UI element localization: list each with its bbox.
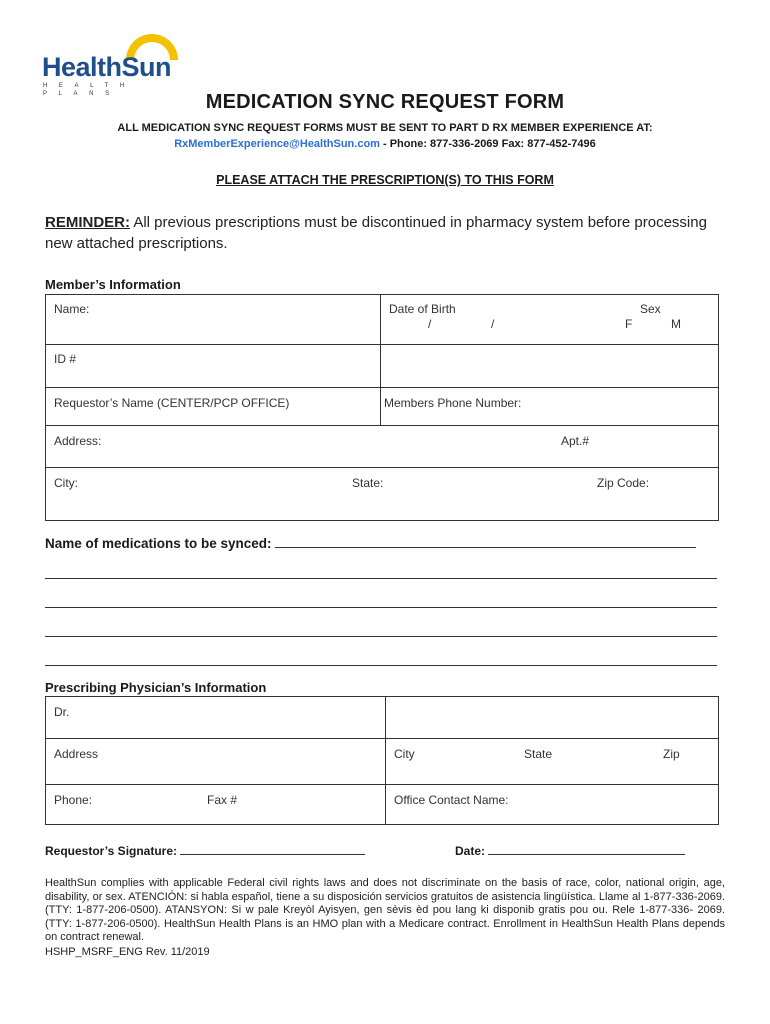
medication-input-line[interactable]	[45, 578, 717, 579]
date-line[interactable]	[488, 854, 685, 855]
sex-label: Sex	[640, 302, 661, 316]
member-id-field[interactable]	[46, 345, 381, 388]
medications-label: Name of medications to be synced:	[45, 536, 696, 551]
medication-input-line[interactable]	[45, 607, 717, 608]
physician-city-label: City	[394, 747, 415, 761]
physician-phone-fax-field[interactable]	[46, 785, 386, 825]
member-name-field[interactable]	[46, 295, 381, 345]
phone-label: Members Phone Number:	[384, 396, 522, 410]
signature-line[interactable]	[180, 854, 365, 855]
form-title: MEDICATION SYNC REQUEST FORM	[205, 91, 565, 113]
sex-option-m[interactable]: M	[671, 317, 681, 331]
fax-label: Fax #	[207, 793, 238, 807]
physician-info-table	[45, 696, 719, 825]
apt-label: Apt.#	[561, 434, 590, 448]
email-link[interactable]: RxMemberExperience@HealthSun.com	[174, 138, 380, 150]
physician-name-field[interactable]	[46, 697, 386, 739]
physician-zip-label: Zip	[663, 747, 680, 761]
physician-address-field[interactable]	[46, 739, 386, 785]
physician-city-state-zip-field[interactable]	[386, 739, 719, 785]
phone-fax-text: - Phone: 877-336-2069 Fax: 877-452-7496	[379, 138, 596, 150]
address-label: Address:	[54, 434, 102, 448]
submission-notice: ALL MEDICATION SYNC REQUEST FORMS MUST BE SENT TO PART D RX MEMBER EXPERIENCE AT:	[117, 122, 653, 134]
state-label: State:	[352, 476, 384, 490]
medication-input-line[interactable]	[275, 547, 696, 548]
requestor-name-field[interactable]	[46, 388, 381, 426]
nondiscrimination-notice: HealthSun complies with applicable Federal civil rights laws and does not discriminate on the basis of race, color, national origin, age, disability, or sex. ATENCIÓN: si habla español, tiene a su disposición servicios gratuitos de asistencia lingüística. Llame al 1-877-336-2069. (TTY: 1-877-206-0500). ATANSYON: Si w pale Kreyòl Ayisyen, gen sèvis èd pou lang ki disponib gratis pou ou. Rele 1-877-336- 2069. (TTY: 1-877-206-0500). HealthSun Health Plans is an HMO plan with a Medicare contract. Enrollment in HealthSun Health Plans depends on contract renewal.	[45, 877, 725, 943]
date-row	[455, 844, 685, 858]
healthsun-logo	[40, 26, 190, 97]
signature-row	[45, 844, 365, 858]
dob-separator: /	[428, 317, 432, 331]
medication-input-line[interactable]	[45, 665, 717, 666]
form-code: HSHP_MSRF_ENG Rev. 11/2019	[45, 946, 210, 958]
dob-sex-field[interactable]	[381, 295, 719, 345]
zip-label: Zip Code:	[597, 476, 650, 490]
requestor-label: Requestor’s Name (CENTER/PCP OFFICE)	[54, 396, 290, 410]
reminder-text	[45, 212, 725, 254]
reminder-body: All previous prescriptions must be discontinued in pharmacy system before processing new attached prescriptions.	[45, 214, 707, 252]
member-info-table	[45, 294, 719, 521]
date-label: Date:	[455, 844, 486, 858]
logo-wordmark: HealthSun	[42, 52, 172, 82]
empty-cell	[386, 697, 719, 739]
physician-info-heading: Prescribing Physician’s Information	[45, 680, 267, 695]
address-field[interactable]	[46, 426, 719, 468]
office-contact-field[interactable]	[386, 785, 719, 825]
phone-label: Phone:	[54, 793, 93, 807]
medication-input-line[interactable]	[45, 636, 717, 637]
empty-cell	[381, 345, 719, 388]
contact-line	[0, 138, 770, 150]
reminder-label: REMINDER:	[45, 214, 130, 231]
logo-tagline: HEALTH PLANS	[43, 83, 136, 97]
office-contact-label: Office Contact Name:	[394, 793, 509, 807]
sex-option-f[interactable]: F	[625, 317, 633, 331]
name-label: Name:	[54, 302, 90, 316]
dr-label: Dr.	[54, 705, 70, 719]
physician-state-label: State	[524, 747, 553, 761]
attach-notice: PLEASE ATTACH THE PRESCRIPTION(S) TO THIS FORM	[216, 173, 554, 187]
physician-address-label: Address	[54, 747, 99, 761]
city-label: City:	[54, 476, 78, 490]
dob-label: Date of Birth	[389, 302, 456, 316]
city-state-zip-field[interactable]	[46, 468, 719, 521]
member-info-heading: Member’s Information	[45, 277, 181, 292]
signature-label: Requestor’s Signature:	[45, 844, 178, 858]
member-phone-field[interactable]	[381, 388, 719, 426]
id-label: ID #	[54, 352, 77, 366]
dob-separator: /	[491, 317, 495, 331]
